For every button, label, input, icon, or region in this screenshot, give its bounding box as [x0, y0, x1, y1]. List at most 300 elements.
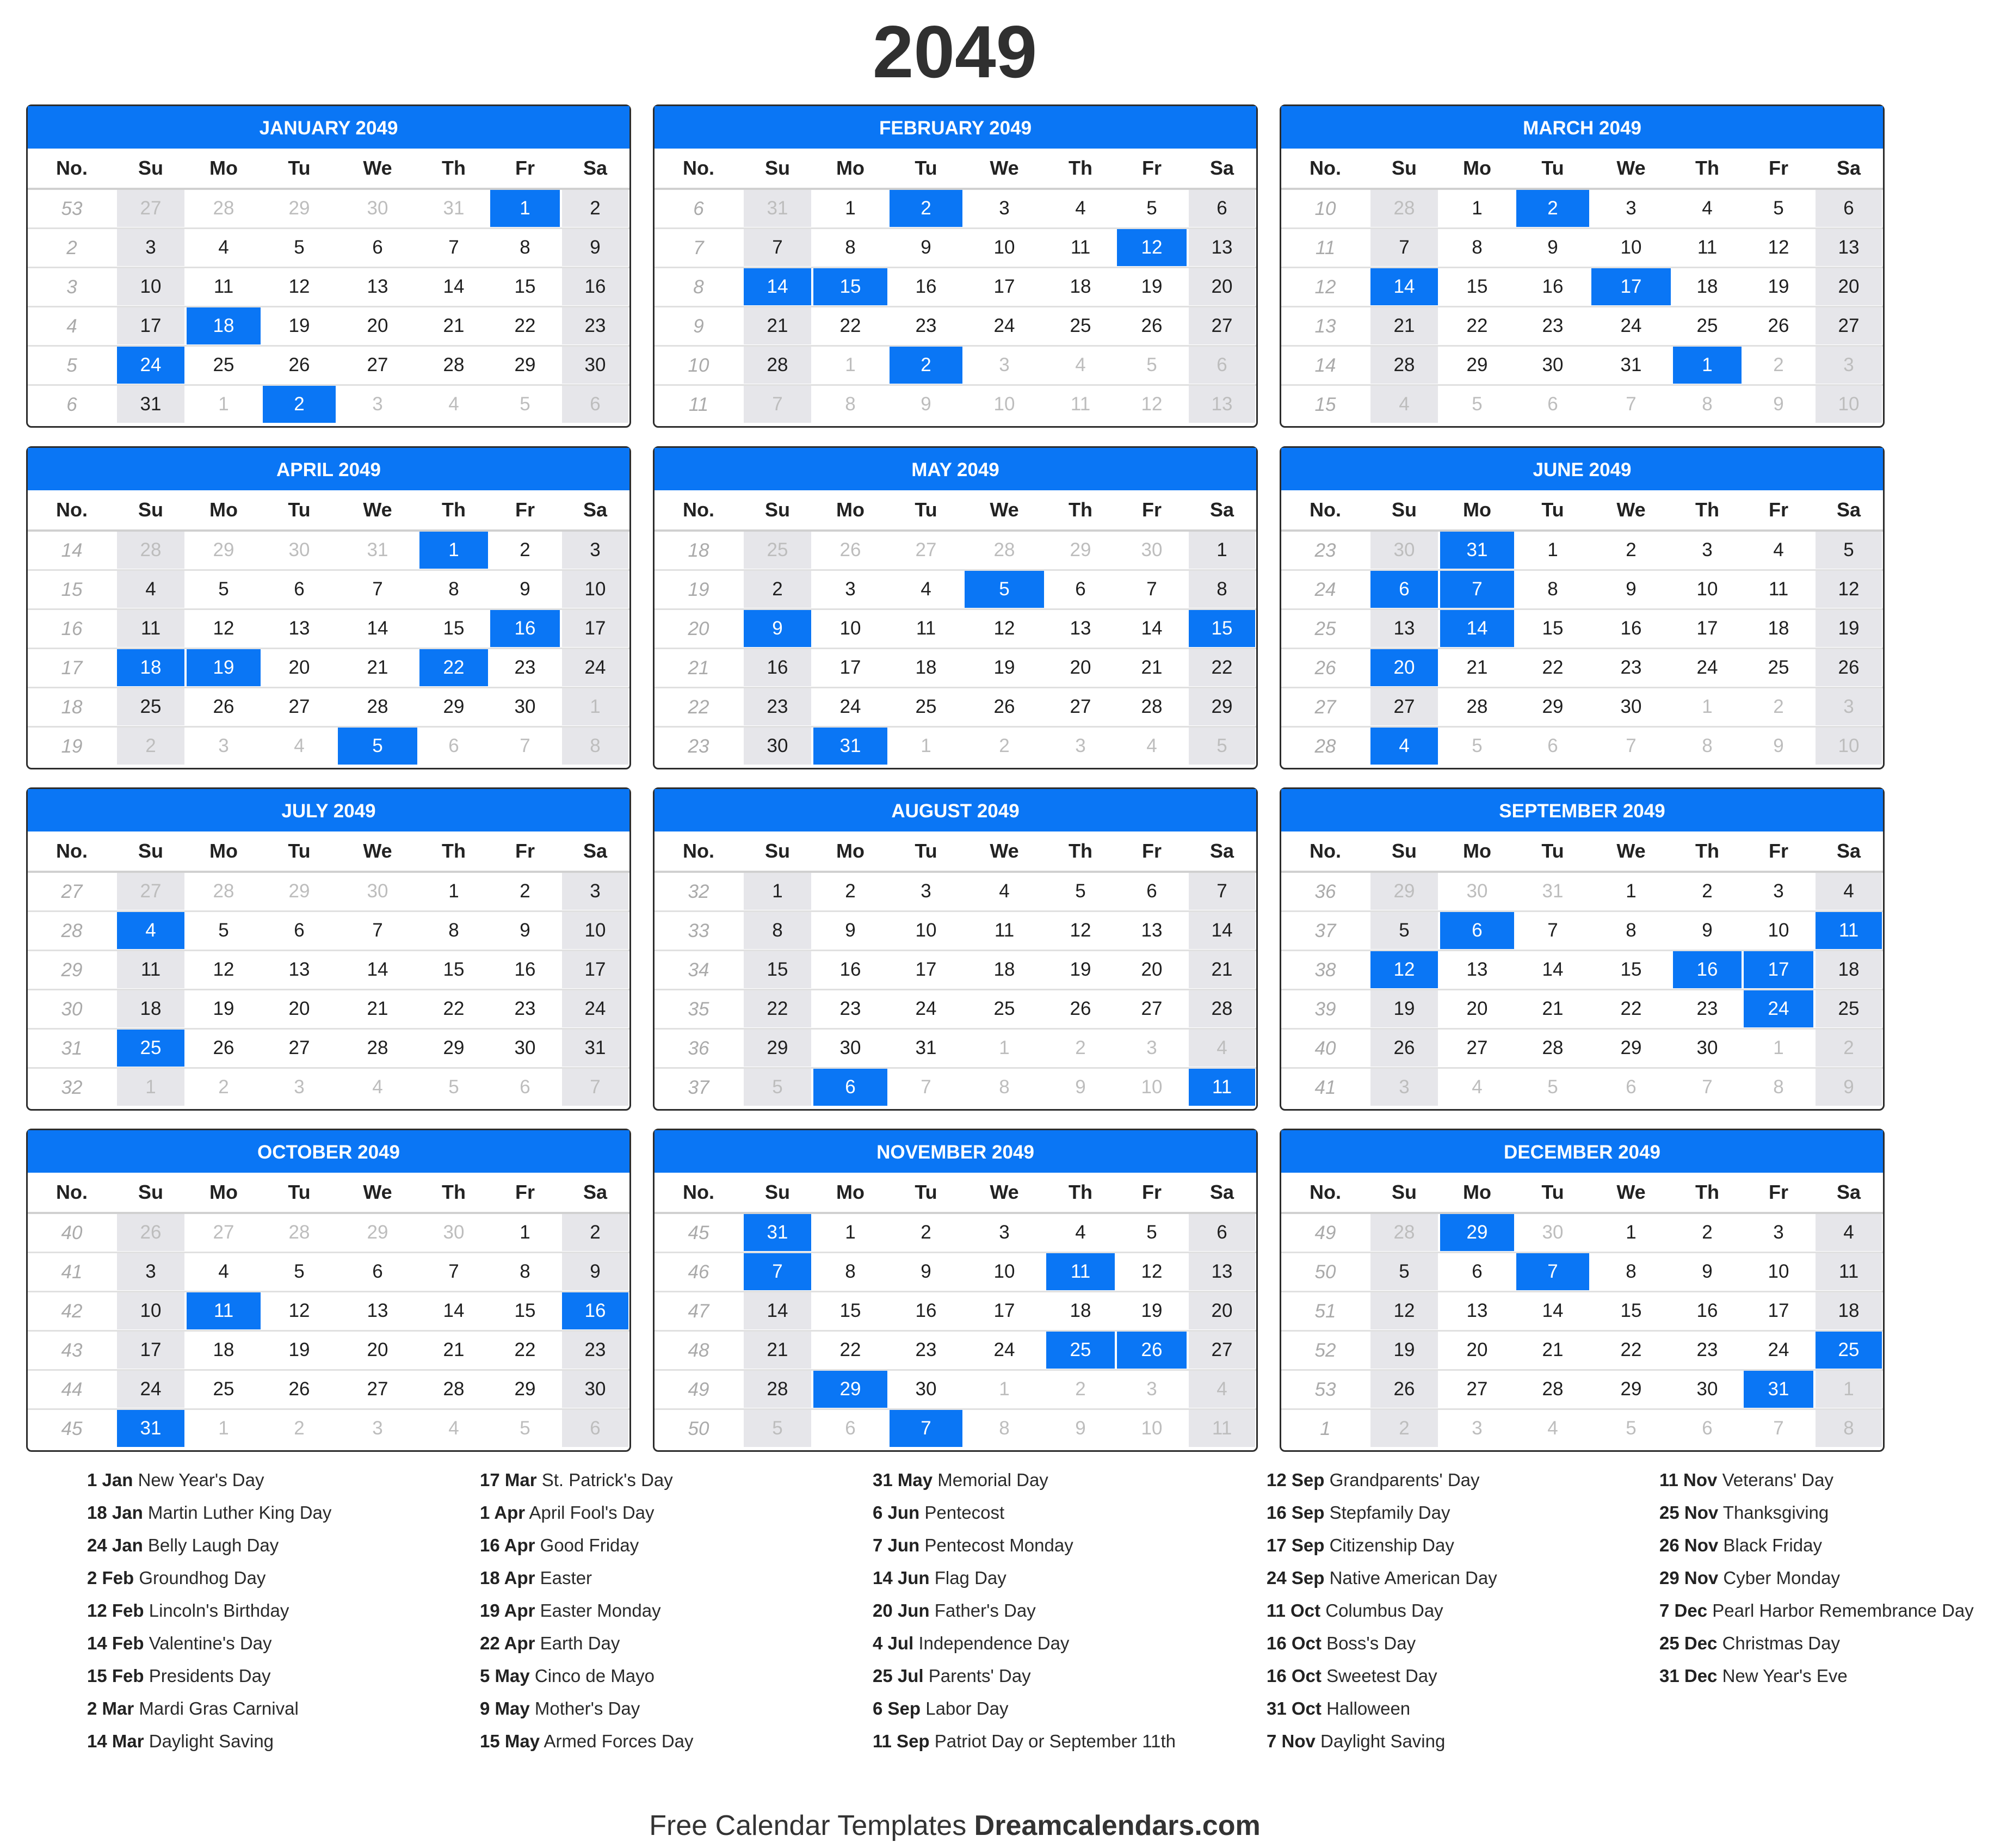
day-cell[interactable]: 30	[1620, 696, 1642, 717]
day-cell[interactable]: 11	[994, 920, 1015, 941]
day-cell[interactable]: 17	[915, 959, 937, 980]
day-cell[interactable]: 5	[1370, 1253, 1438, 1290]
adjacent-month-day-cell[interactable]: 1	[999, 1037, 1010, 1058]
adjacent-month-day-cell[interactable]: 1	[218, 393, 229, 415]
holiday-day-cell[interactable]: 29	[813, 1371, 887, 1408]
adjacent-month-day-cell[interactable]: 28	[213, 198, 234, 219]
day-cell[interactable]: 16	[562, 268, 628, 305]
holiday-day-cell[interactable]: 14	[744, 268, 811, 305]
adjacent-month-day-cell[interactable]: 7	[921, 1076, 931, 1098]
adjacent-month-day-cell[interactable]: 2	[117, 728, 184, 765]
adjacent-month-day-cell[interactable]: 2	[1075, 1037, 1086, 1058]
adjacent-month-day-cell[interactable]: 6	[1626, 1076, 1637, 1098]
holiday-day-cell[interactable]: 11	[1816, 912, 1882, 949]
day-cell[interactable]: 13	[367, 276, 388, 297]
day-cell[interactable]: 3	[1626, 198, 1637, 219]
day-cell[interactable]: 7	[372, 920, 383, 941]
day-cell[interactable]: 25	[213, 354, 234, 375]
holiday-day-cell[interactable]: 14	[1440, 610, 1514, 647]
day-cell[interactable]: 26	[1141, 315, 1163, 336]
adjacent-month-day-cell[interactable]: 4	[294, 735, 305, 756]
day-cell[interactable]: 3	[562, 873, 628, 910]
holiday-day-cell[interactable]: 11	[187, 1292, 261, 1329]
holiday-day-cell[interactable]: 26	[1117, 1332, 1187, 1369]
adjacent-month-day-cell[interactable]: 5	[448, 1076, 459, 1098]
day-cell[interactable]: 22	[839, 1339, 861, 1360]
day-cell[interactable]: 10	[1620, 237, 1642, 258]
holiday-day-cell[interactable]: 2	[890, 347, 962, 384]
day-cell[interactable]: 12	[213, 959, 234, 980]
day-cell[interactable]: 4	[1816, 873, 1882, 910]
day-cell[interactable]: 19	[1370, 1332, 1438, 1369]
adjacent-month-day-cell[interactable]: 4	[1547, 1418, 1558, 1439]
adjacent-month-day-cell[interactable]: 3	[1816, 347, 1882, 384]
day-cell[interactable]: 1	[448, 880, 459, 902]
day-cell[interactable]: 10	[117, 268, 184, 305]
day-cell[interactable]: 8	[845, 1261, 856, 1282]
day-cell[interactable]: 24	[993, 1339, 1015, 1360]
day-cell[interactable]: 16	[514, 959, 536, 980]
day-cell[interactable]: 30	[562, 1371, 628, 1408]
adjacent-month-day-cell[interactable]: 27	[213, 1222, 234, 1243]
holiday-day-cell[interactable]: 17	[1591, 268, 1671, 305]
adjacent-month-day-cell[interactable]: 3	[1075, 735, 1086, 756]
day-cell[interactable]: 8	[520, 237, 530, 258]
day-cell[interactable]: 12	[288, 1300, 310, 1321]
day-cell[interactable]: 12	[213, 618, 234, 639]
day-cell[interactable]: 2	[562, 190, 628, 227]
adjacent-month-day-cell[interactable]: 9	[921, 393, 931, 415]
day-cell[interactable]: 27	[1189, 1332, 1255, 1369]
day-cell[interactable]: 3	[845, 578, 856, 600]
day-cell[interactable]: 15	[514, 276, 536, 297]
day-cell[interactable]: 5	[1773, 198, 1784, 219]
day-cell[interactable]: 11	[117, 610, 184, 647]
day-cell[interactable]: 17	[839, 657, 861, 678]
day-cell[interactable]: 13	[1466, 959, 1488, 980]
day-cell[interactable]: 5	[218, 578, 229, 600]
adjacent-month-day-cell[interactable]: 4	[1075, 354, 1086, 375]
day-cell[interactable]: 23	[839, 998, 861, 1019]
adjacent-month-day-cell[interactable]: 3	[1146, 1037, 1157, 1058]
adjacent-month-day-cell[interactable]: 29	[288, 880, 310, 902]
adjacent-month-day-cell[interactable]: 28	[117, 532, 184, 569]
day-cell[interactable]: 31	[562, 1030, 628, 1067]
adjacent-month-day-cell[interactable]: 30	[1141, 539, 1163, 560]
holiday-day-cell[interactable]: 17	[1744, 951, 1813, 988]
holiday-day-cell[interactable]: 5	[338, 728, 417, 765]
day-cell[interactable]: 28	[1466, 696, 1488, 717]
day-cell[interactable]: 3	[117, 229, 184, 266]
day-cell[interactable]: 8	[845, 237, 856, 258]
holiday-day-cell[interactable]: 14	[1370, 268, 1438, 305]
day-cell[interactable]: 27	[288, 696, 310, 717]
day-cell[interactable]: 14	[443, 276, 465, 297]
day-cell[interactable]: 20	[1189, 1292, 1255, 1329]
day-cell[interactable]: 7	[744, 229, 811, 266]
day-cell[interactable]: 2	[845, 880, 856, 902]
adjacent-month-day-cell[interactable]: 5	[520, 393, 530, 415]
adjacent-month-day-cell[interactable]: 4	[1370, 386, 1438, 423]
day-cell[interactable]: 13	[1816, 229, 1882, 266]
day-cell[interactable]: 18	[117, 990, 184, 1027]
adjacent-month-day-cell[interactable]: 2	[218, 1076, 229, 1098]
day-cell[interactable]: 14	[367, 959, 388, 980]
day-cell[interactable]: 19	[213, 998, 234, 1019]
day-cell[interactable]: 14	[1141, 618, 1163, 639]
day-cell[interactable]: 29	[443, 696, 465, 717]
adjacent-month-day-cell[interactable]: 10	[993, 393, 1015, 415]
holiday-day-cell[interactable]: 16	[490, 610, 560, 647]
day-cell[interactable]: 13	[1189, 1253, 1255, 1290]
day-cell[interactable]: 1	[520, 1222, 530, 1243]
adjacent-month-day-cell[interactable]: 8	[1773, 1076, 1784, 1098]
day-cell[interactable]: 29	[1620, 1378, 1642, 1400]
day-cell[interactable]: 10	[562, 912, 628, 949]
day-cell[interactable]: 26	[1370, 1030, 1438, 1067]
day-cell[interactable]: 29	[1542, 696, 1564, 717]
day-cell[interactable]: 13	[367, 1300, 388, 1321]
holiday-day-cell[interactable]: 31	[813, 728, 887, 765]
day-cell[interactable]: 16	[744, 649, 811, 686]
day-cell[interactable]: 27	[367, 354, 388, 375]
day-cell[interactable]: 7	[372, 578, 383, 600]
day-cell[interactable]: 9	[921, 1261, 931, 1282]
adjacent-month-day-cell[interactable]: 27	[117, 873, 184, 910]
day-cell[interactable]: 20	[1466, 1339, 1488, 1360]
day-cell[interactable]: 28	[367, 1037, 388, 1058]
adjacent-month-day-cell[interactable]: 3	[372, 393, 383, 415]
day-cell[interactable]: 6	[294, 920, 305, 941]
day-cell[interactable]: 1	[744, 873, 811, 910]
day-cell[interactable]: 31	[117, 386, 184, 423]
day-cell[interactable]: 29	[1466, 354, 1488, 375]
holiday-day-cell[interactable]: 7	[1516, 1253, 1589, 1290]
adjacent-month-day-cell[interactable]: 30	[1542, 1222, 1564, 1243]
day-cell[interactable]: 5	[294, 1261, 305, 1282]
day-cell[interactable]: 8	[448, 920, 459, 941]
holiday-day-cell[interactable]: 31	[744, 1214, 811, 1251]
day-cell[interactable]: 21	[1370, 307, 1438, 344]
day-cell[interactable]: 21	[744, 1332, 811, 1369]
holiday-day-cell[interactable]: 12	[1117, 229, 1187, 266]
day-cell[interactable]: 24	[1696, 657, 1718, 678]
day-cell[interactable]: 6	[1189, 190, 1255, 227]
day-cell[interactable]: 1	[1626, 1222, 1637, 1243]
day-cell[interactable]: 17	[117, 307, 184, 344]
holiday-day-cell[interactable]: 15	[1189, 610, 1255, 647]
day-cell[interactable]: 31	[1620, 354, 1642, 375]
day-cell[interactable]: 22	[1466, 315, 1488, 336]
adjacent-month-day-cell[interactable]: 30	[367, 198, 388, 219]
day-cell[interactable]: 2	[562, 1214, 628, 1251]
day-cell[interactable]: 22	[1620, 1339, 1642, 1360]
adjacent-month-day-cell[interactable]: 7	[1626, 393, 1637, 415]
day-cell[interactable]: 13	[288, 618, 310, 639]
day-cell[interactable]: 16	[1620, 618, 1642, 639]
day-cell[interactable]: 20	[288, 998, 310, 1019]
day-cell[interactable]: 18	[1816, 1292, 1882, 1329]
adjacent-month-day-cell[interactable]: 31	[1542, 880, 1564, 902]
adjacent-month-day-cell[interactable]: 9	[1816, 1069, 1882, 1106]
adjacent-month-day-cell[interactable]: 5	[744, 1069, 811, 1106]
day-cell[interactable]: 6	[1816, 190, 1882, 227]
adjacent-month-day-cell[interactable]: 2	[999, 735, 1010, 756]
holiday-day-cell[interactable]: 22	[419, 649, 488, 686]
holiday-day-cell[interactable]: 6	[1440, 912, 1514, 949]
adjacent-month-day-cell[interactable]: 28	[288, 1222, 310, 1243]
holiday-day-cell[interactable]: 1	[490, 190, 560, 227]
day-cell[interactable]: 7	[448, 237, 459, 258]
day-cell[interactable]: 16	[915, 276, 937, 297]
adjacent-month-day-cell[interactable]: 5	[1472, 393, 1483, 415]
day-cell[interactable]: 26	[1768, 315, 1789, 336]
holiday-day-cell[interactable]: 7	[1440, 571, 1514, 608]
day-cell[interactable]: 15	[839, 1300, 861, 1321]
holiday-day-cell[interactable]: 25	[1816, 1332, 1882, 1369]
holiday-day-cell[interactable]: 6	[813, 1069, 887, 1106]
day-cell[interactable]: 9	[1626, 578, 1637, 600]
day-cell[interactable]: 8	[1189, 571, 1255, 608]
day-cell[interactable]: 28	[1542, 1378, 1564, 1400]
day-cell[interactable]: 21	[443, 1339, 465, 1360]
adjacent-month-day-cell[interactable]: 7	[744, 386, 811, 423]
day-cell[interactable]: 22	[1542, 657, 1564, 678]
day-cell[interactable]: 17	[1696, 618, 1718, 639]
day-cell[interactable]: 15	[514, 1300, 536, 1321]
day-cell[interactable]: 21	[1466, 657, 1488, 678]
day-cell[interactable]: 23	[1620, 657, 1642, 678]
adjacent-month-day-cell[interactable]: 12	[1141, 393, 1163, 415]
day-cell[interactable]: 28	[1189, 990, 1255, 1027]
day-cell[interactable]: 15	[1466, 276, 1488, 297]
holiday-day-cell[interactable]: 29	[1440, 1214, 1514, 1251]
day-cell[interactable]: 10	[1696, 578, 1718, 600]
adjacent-month-day-cell[interactable]: 2	[1773, 696, 1784, 717]
day-cell[interactable]: 9	[921, 237, 931, 258]
adjacent-month-day-cell[interactable]: 30	[367, 880, 388, 902]
day-cell[interactable]: 3	[999, 1222, 1010, 1243]
adjacent-month-day-cell[interactable]: 29	[367, 1222, 388, 1243]
day-cell[interactable]: 25	[213, 1378, 234, 1400]
day-cell[interactable]: 28	[443, 1378, 465, 1400]
day-cell[interactable]: 30	[744, 728, 811, 765]
day-cell[interactable]: 25	[1768, 657, 1789, 678]
day-cell[interactable]: 27	[1189, 307, 1255, 344]
adjacent-month-day-cell[interactable]: 30	[443, 1222, 465, 1243]
day-cell[interactable]: 23	[1542, 315, 1564, 336]
day-cell[interactable]: 2	[744, 571, 811, 608]
holiday-day-cell[interactable]: 24	[117, 347, 184, 384]
day-cell[interactable]: 20	[1466, 998, 1488, 1019]
day-cell[interactable]: 14	[367, 618, 388, 639]
day-cell[interactable]: 6	[294, 578, 305, 600]
day-cell[interactable]: 27	[367, 1378, 388, 1400]
day-cell[interactable]: 22	[514, 1339, 536, 1360]
day-cell[interactable]: 2	[1702, 1222, 1713, 1243]
day-cell[interactable]: 8	[744, 912, 811, 949]
day-cell[interactable]: 25	[117, 688, 184, 725]
adjacent-month-day-cell[interactable]: 31	[443, 198, 465, 219]
day-cell[interactable]: 2	[1702, 880, 1713, 902]
adjacent-month-day-cell[interactable]: 8	[562, 728, 628, 765]
day-cell[interactable]: 13	[1466, 1300, 1488, 1321]
adjacent-month-day-cell[interactable]: 4	[1472, 1076, 1483, 1098]
day-cell[interactable]: 4	[218, 1261, 229, 1282]
day-cell[interactable]: 10	[993, 237, 1015, 258]
adjacent-month-day-cell[interactable]: 30	[288, 539, 310, 560]
day-cell[interactable]: 20	[288, 657, 310, 678]
day-cell[interactable]: 13	[1189, 229, 1255, 266]
day-cell[interactable]: 18	[1768, 618, 1789, 639]
day-cell[interactable]: 26	[213, 1037, 234, 1058]
day-cell[interactable]: 8	[520, 1261, 530, 1282]
day-cell[interactable]: 20	[1141, 959, 1163, 980]
day-cell[interactable]: 6	[372, 1261, 383, 1282]
day-cell[interactable]: 30	[1696, 1037, 1718, 1058]
adjacent-month-day-cell[interactable]: 7	[520, 735, 530, 756]
day-cell[interactable]: 5	[294, 237, 305, 258]
day-cell[interactable]: 26	[1070, 998, 1091, 1019]
holiday-day-cell[interactable]: 11	[1189, 1069, 1255, 1106]
holiday-day-cell[interactable]: 25	[117, 1030, 184, 1067]
day-cell[interactable]: 28	[744, 1371, 811, 1408]
day-cell[interactable]: 30	[514, 696, 536, 717]
day-cell[interactable]: 7	[448, 1261, 459, 1282]
day-cell[interactable]: 29	[514, 1378, 536, 1400]
day-cell[interactable]: 6	[372, 237, 383, 258]
adjacent-month-day-cell[interactable]: 7	[1773, 1418, 1784, 1439]
day-cell[interactable]: 16	[915, 1300, 937, 1321]
day-cell[interactable]: 12	[1070, 920, 1091, 941]
adjacent-month-day-cell[interactable]: 1	[921, 735, 931, 756]
day-cell[interactable]: 4	[1075, 198, 1086, 219]
day-cell[interactable]: 7	[1146, 578, 1157, 600]
adjacent-month-day-cell[interactable]: 3	[1472, 1418, 1483, 1439]
day-cell[interactable]: 5	[1370, 912, 1438, 949]
day-cell[interactable]: 14	[744, 1292, 811, 1329]
day-cell[interactable]: 15	[744, 951, 811, 988]
day-cell[interactable]: 1	[845, 1222, 856, 1243]
day-cell[interactable]: 8	[448, 578, 459, 600]
day-cell[interactable]: 20	[367, 1339, 388, 1360]
adjacent-month-day-cell[interactable]: 9	[1773, 735, 1784, 756]
adjacent-month-day-cell[interactable]: 28	[1370, 1214, 1438, 1251]
day-cell[interactable]: 3	[999, 198, 1010, 219]
day-cell[interactable]: 23	[514, 998, 536, 1019]
holiday-day-cell[interactable]: 25	[1046, 1332, 1115, 1369]
day-cell[interactable]: 11	[1768, 578, 1789, 600]
day-cell[interactable]: 17	[562, 951, 628, 988]
holiday-day-cell[interactable]: 12	[1370, 951, 1438, 988]
adjacent-month-day-cell[interactable]: 8	[999, 1418, 1010, 1439]
day-cell[interactable]: 13	[1141, 920, 1163, 941]
day-cell[interactable]: 15	[1542, 618, 1564, 639]
adjacent-month-day-cell[interactable]: 30	[1466, 880, 1488, 902]
day-cell[interactable]: 24	[562, 990, 628, 1027]
holiday-day-cell[interactable]: 31	[1744, 1371, 1813, 1408]
adjacent-month-day-cell[interactable]: 7	[1626, 735, 1637, 756]
day-cell[interactable]: 5	[1146, 198, 1157, 219]
adjacent-month-day-cell[interactable]: 6	[1189, 347, 1255, 384]
adjacent-month-day-cell[interactable]: 1	[218, 1418, 229, 1439]
day-cell[interactable]: 22	[1189, 649, 1255, 686]
day-cell[interactable]: 29	[1189, 688, 1255, 725]
adjacent-month-day-cell[interactable]: 29	[1370, 873, 1438, 910]
adjacent-month-day-cell[interactable]: 3	[372, 1418, 383, 1439]
day-cell[interactable]: 24	[1620, 315, 1642, 336]
adjacent-month-day-cell[interactable]: 4	[1146, 735, 1157, 756]
adjacent-month-day-cell[interactable]: 11	[1070, 393, 1091, 415]
day-cell[interactable]: 2	[520, 880, 530, 902]
holiday-day-cell[interactable]: 31	[117, 1410, 184, 1447]
day-cell[interactable]: 26	[1816, 649, 1882, 686]
holiday-day-cell[interactable]: 2	[890, 190, 962, 227]
adjacent-month-day-cell[interactable]: 27	[915, 539, 937, 560]
adjacent-month-day-cell[interactable]: 5	[520, 1418, 530, 1439]
day-cell[interactable]: 12	[1141, 1261, 1163, 1282]
day-cell[interactable]: 20	[367, 315, 388, 336]
day-cell[interactable]: 15	[443, 618, 465, 639]
day-cell[interactable]: 24	[993, 315, 1015, 336]
day-cell[interactable]: 17	[117, 1332, 184, 1369]
day-cell[interactable]: 4	[999, 880, 1010, 902]
day-cell[interactable]: 28	[367, 696, 388, 717]
day-cell[interactable]: 7	[1189, 873, 1255, 910]
day-cell[interactable]: 28	[744, 347, 811, 384]
day-cell[interactable]: 27	[1816, 307, 1882, 344]
holiday-day-cell[interactable]: 18	[117, 649, 184, 686]
adjacent-month-day-cell[interactable]: 28	[1370, 190, 1438, 227]
day-cell[interactable]: 11	[1697, 237, 1718, 258]
day-cell[interactable]: 23	[1696, 1339, 1718, 1360]
day-cell[interactable]: 4	[1075, 1222, 1086, 1243]
day-cell[interactable]: 4	[1773, 539, 1784, 560]
day-cell[interactable]: 19	[1816, 610, 1882, 647]
day-cell[interactable]: 26	[213, 696, 234, 717]
day-cell[interactable]: 19	[288, 1339, 310, 1360]
day-cell[interactable]: 14	[443, 1300, 465, 1321]
adjacent-month-day-cell[interactable]: 1	[845, 354, 856, 375]
day-cell[interactable]: 26	[993, 696, 1015, 717]
day-cell[interactable]: 10	[1768, 920, 1789, 941]
day-cell[interactable]: 21	[1141, 657, 1163, 678]
day-cell[interactable]: 13	[1070, 618, 1091, 639]
day-cell[interactable]: 27	[1466, 1037, 1488, 1058]
adjacent-month-day-cell[interactable]: 25	[744, 532, 811, 569]
adjacent-month-day-cell[interactable]: 3	[1816, 688, 1882, 725]
adjacent-month-day-cell[interactable]: 5	[1472, 735, 1483, 756]
day-cell[interactable]: 23	[1696, 998, 1718, 1019]
day-cell[interactable]: 5	[1075, 880, 1086, 902]
adjacent-month-day-cell[interactable]: 1	[562, 688, 628, 725]
day-cell[interactable]: 30	[915, 1378, 937, 1400]
adjacent-month-day-cell[interactable]: 4	[1189, 1030, 1255, 1067]
day-cell[interactable]: 27	[1070, 696, 1091, 717]
adjacent-month-day-cell[interactable]: 1	[1816, 1371, 1882, 1408]
adjacent-month-day-cell[interactable]: 1	[999, 1378, 1010, 1400]
day-cell[interactable]: 30	[1542, 354, 1564, 375]
day-cell[interactable]: 15	[443, 959, 465, 980]
day-cell[interactable]: 1	[1472, 198, 1483, 219]
day-cell[interactable]: 8	[1626, 1261, 1637, 1282]
day-cell[interactable]: 25	[1696, 315, 1718, 336]
day-cell[interactable]: 20	[1070, 657, 1091, 678]
day-cell[interactable]: 17	[993, 276, 1015, 297]
adjacent-month-day-cell[interactable]: 6	[448, 735, 459, 756]
day-cell[interactable]: 21	[744, 307, 811, 344]
adjacent-month-day-cell[interactable]: 8	[1702, 393, 1713, 415]
